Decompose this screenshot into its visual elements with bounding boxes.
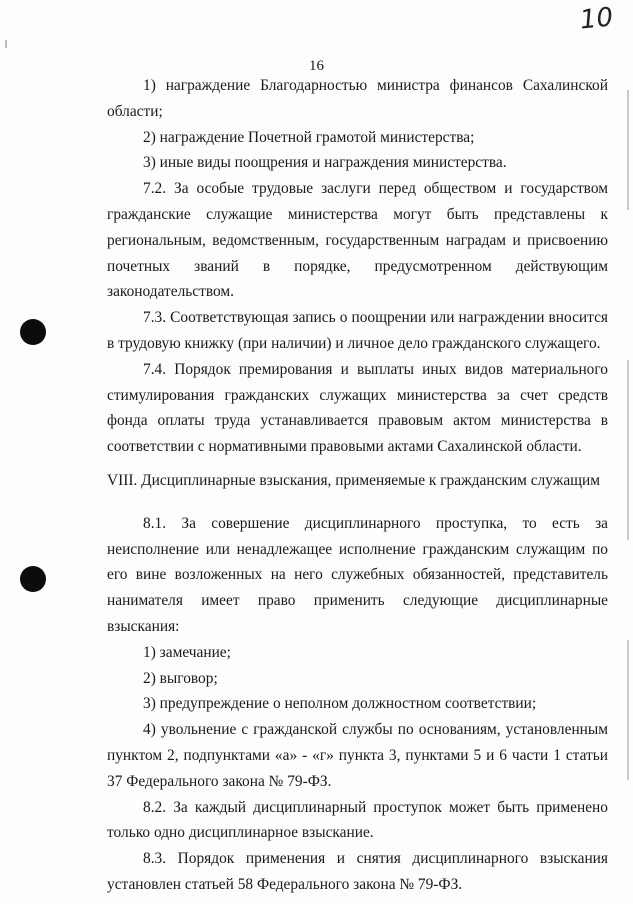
paragraph: 4) увольнение с гражданской службы по основаниям, установленным пунктом 2, подпунктами «а» - «г» пункта 3, пунктами 5 и 6 части 1 статьи 37 Федерального закона № 79-ФЗ.: [107, 721, 608, 790]
document-body: [107, 73, 608, 898]
scan-edge-mark: [627, 360, 629, 540]
paragraph: 1) замечание;: [143, 643, 231, 661]
paragraph: 7.4. Порядок премирования и выплаты иных видов материального стимулирования гражданских служащих министерства за счет средств фонда оплаты труда устанавливается правовым актом министерства в соответствии с нормативными правовыми актами Сахалинской области.: [107, 360, 608, 456]
punch-hole-icon: [20, 566, 46, 592]
paragraph: 1) награждение Благодарностью министра финансов Сахалинской области;: [107, 77, 608, 120]
paragraph: 7.3. Соответствующая запись о поощрении или награждении вносится в трудовую книжку (при наличии) и личное дело гражданского служащего.: [107, 309, 608, 352]
section-heading: VIII. Дисциплинарные взыскания, применяемые к гражданским служащим: [107, 471, 601, 489]
paragraph: 8.1. За совершение дисциплинарного проступка, то есть за неисполнение или ненадлежащее исполнение гражданским служащим по его вине возложенных на него служебных обязанностей, представитель нанимателя имеет право применить следующие дисциплинарные взыскания:: [107, 514, 608, 635]
page-number: 16: [309, 58, 324, 74]
handwritten-sheet-number: 10: [578, 2, 615, 36]
paragraph: 8.2. За каждый дисциплинарный проступок может быть применено только одно дисциплинарное взыскание.: [107, 798, 608, 842]
scan-edge-mark: [627, 640, 629, 780]
paragraph: 2) награждение Почетной грамотой министерства;: [143, 128, 475, 146]
paragraph: 3) иные виды поощрения и награждения министерства.: [143, 154, 507, 172]
paragraph: 3) предупреждение о неполном должностном соответствии;: [143, 695, 537, 713]
punch-hole-icon: [20, 319, 46, 345]
paragraph: 7.2. За особые трудовые заслуги перед обществом и государством гражданские служащие министерства могут быть представлены к региональным, ведомственным, государственным наградам и присвоению почетных званий в порядке, предусмотренном действующим законодательством.: [107, 180, 608, 301]
scan-edge-mark: [5, 40, 7, 48]
paragraph: 2) выговор;: [143, 669, 218, 687]
scan-edge-mark: [627, 90, 629, 210]
paragraph: 8.3. Порядок применения и снятия дисциплинарного взыскания установлен статьей 58 Федерального закона № 79-ФЗ.: [107, 850, 608, 893]
